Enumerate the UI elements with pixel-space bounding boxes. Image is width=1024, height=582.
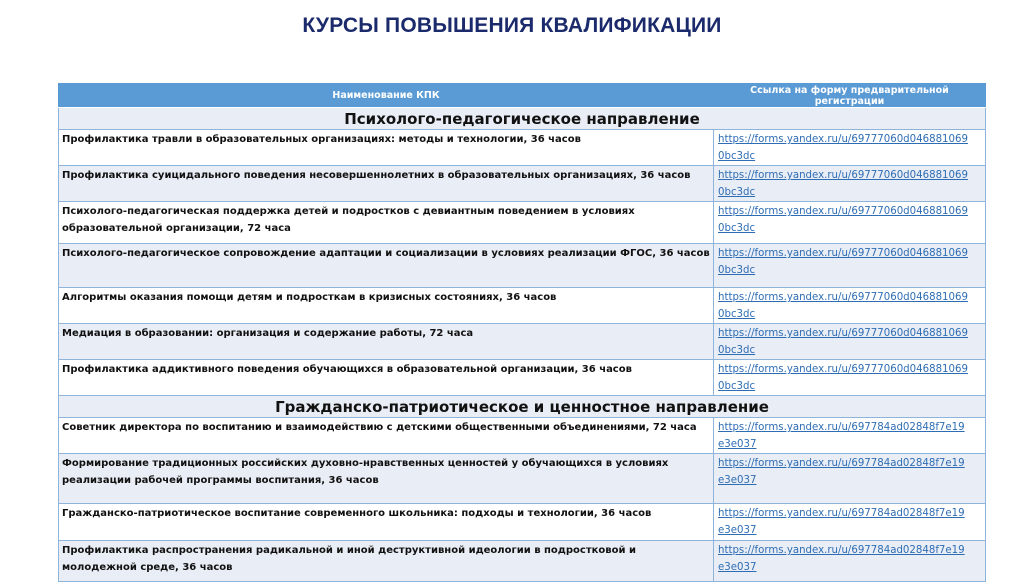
table-row [59,418,986,454]
course-name: Формирование традиционных российских духовно-нравственных ценностей у обучающихся в условиях реализации рабочей программы воспитания, 36 часов [59,454,714,504]
course-name: Алгоритмы оказания помощи детям и подросткам в кризисных состояниях, 36 часов [59,288,714,324]
column-header-course-name: Наименование КПК [59,84,714,108]
courses-table [58,83,986,582]
table-row [59,360,986,396]
table-row [59,202,986,244]
registration-link[interactable]: https://forms.yandex.ru/u/69777060d046881069 0bc3dc [718,292,968,320]
registration-link[interactable]: https://forms.yandex.ru/u/697784ad02848f7e19 e3e037 [718,508,965,536]
page-title: КУРСЫ ПОВЫШЕНИЯ КВАЛИФИКАЦИИ [302,14,722,37]
registration-link-cell [714,504,986,541]
course-name: Профилактика травли в образовательных организациях: методы и технологии, 36 часов [59,130,714,166]
course-name: Медиация в образовании: организация и содержание работы, 72 часа [59,324,714,360]
registration-link[interactable]: https://forms.yandex.ru/u/69777060d046881069 0bc3dc [718,206,968,234]
registration-link[interactable]: https://forms.yandex.ru/u/69777060d046881069 0bc3dc [718,134,968,162]
course-name: Психолого-педагогическое сопровождение адаптации и социализации в условиях реализации ФГОС, 36 часов [59,244,714,288]
course-name: Советник директора по воспитанию и взаимодействию с детскими общественными объединениями, 72 часа [59,418,714,454]
registration-link-cell [714,288,986,324]
registration-link-cell [714,130,986,166]
section-title: Психолого-педагогическое направление [59,108,986,130]
registration-link[interactable]: https://forms.yandex.ru/u/697784ad02848f7e19 e3e037 [718,458,965,486]
registration-link-cell [714,324,986,360]
course-name: Психолого-педагогическая поддержка детей и подростков с девиантным поведением в условиях образовательной организации, 72 часа [59,202,714,244]
registration-link-cell [714,202,986,244]
course-name: Профилактика аддиктивного поведения обучающихся в образовательной организации, 36 часов [59,360,714,396]
table-row [59,504,986,541]
column-header-registration-link: Ссылка на форму предварительной регистрации [714,84,986,108]
table-row [59,166,986,202]
table-row [59,244,986,288]
registration-link-cell [714,418,986,454]
registration-link[interactable]: https://forms.yandex.ru/u/697784ad02848f7e19 e3e037 [718,422,965,450]
table-row [59,288,986,324]
course-name: Гражданско-патриотическое воспитание современного школьника: подходы и технологии, 36 часов [59,504,714,541]
course-name: Профилактика суицидального поведения несовершеннолетних в образовательных организациях, 36 часов [59,166,714,202]
registration-link-cell [714,360,986,396]
table-row [59,454,986,504]
table-header-row [59,84,986,108]
registration-link[interactable]: https://forms.yandex.ru/u/69777060d046881069 0bc3dc [718,328,968,356]
section-title: Гражданско-патриотическое и ценностное направление [59,396,986,418]
registration-link[interactable]: https://forms.yandex.ru/u/69777060d046881069 0bc3dc [718,248,968,276]
table-row [59,541,986,582]
course-name: Профилактика распространения радикальной и иной деструктивной идеологии в подростковой и молодежной среде, 36 часов [59,541,714,582]
registration-link[interactable]: https://forms.yandex.ru/u/697784ad02848f7e19 e3e037 [718,545,965,573]
section-row [59,396,986,418]
registration-link-cell [714,166,986,202]
registration-link-cell [714,244,986,288]
table-row [59,130,986,166]
registration-link-cell [714,454,986,504]
table-row [59,324,986,360]
section-row [59,108,986,130]
registration-link[interactable]: https://forms.yandex.ru/u/69777060d046881069 0bc3dc [718,170,968,198]
registration-link-cell [714,541,986,582]
registration-link[interactable]: https://forms.yandex.ru/u/69777060d046881069 0bc3dc [718,364,968,392]
